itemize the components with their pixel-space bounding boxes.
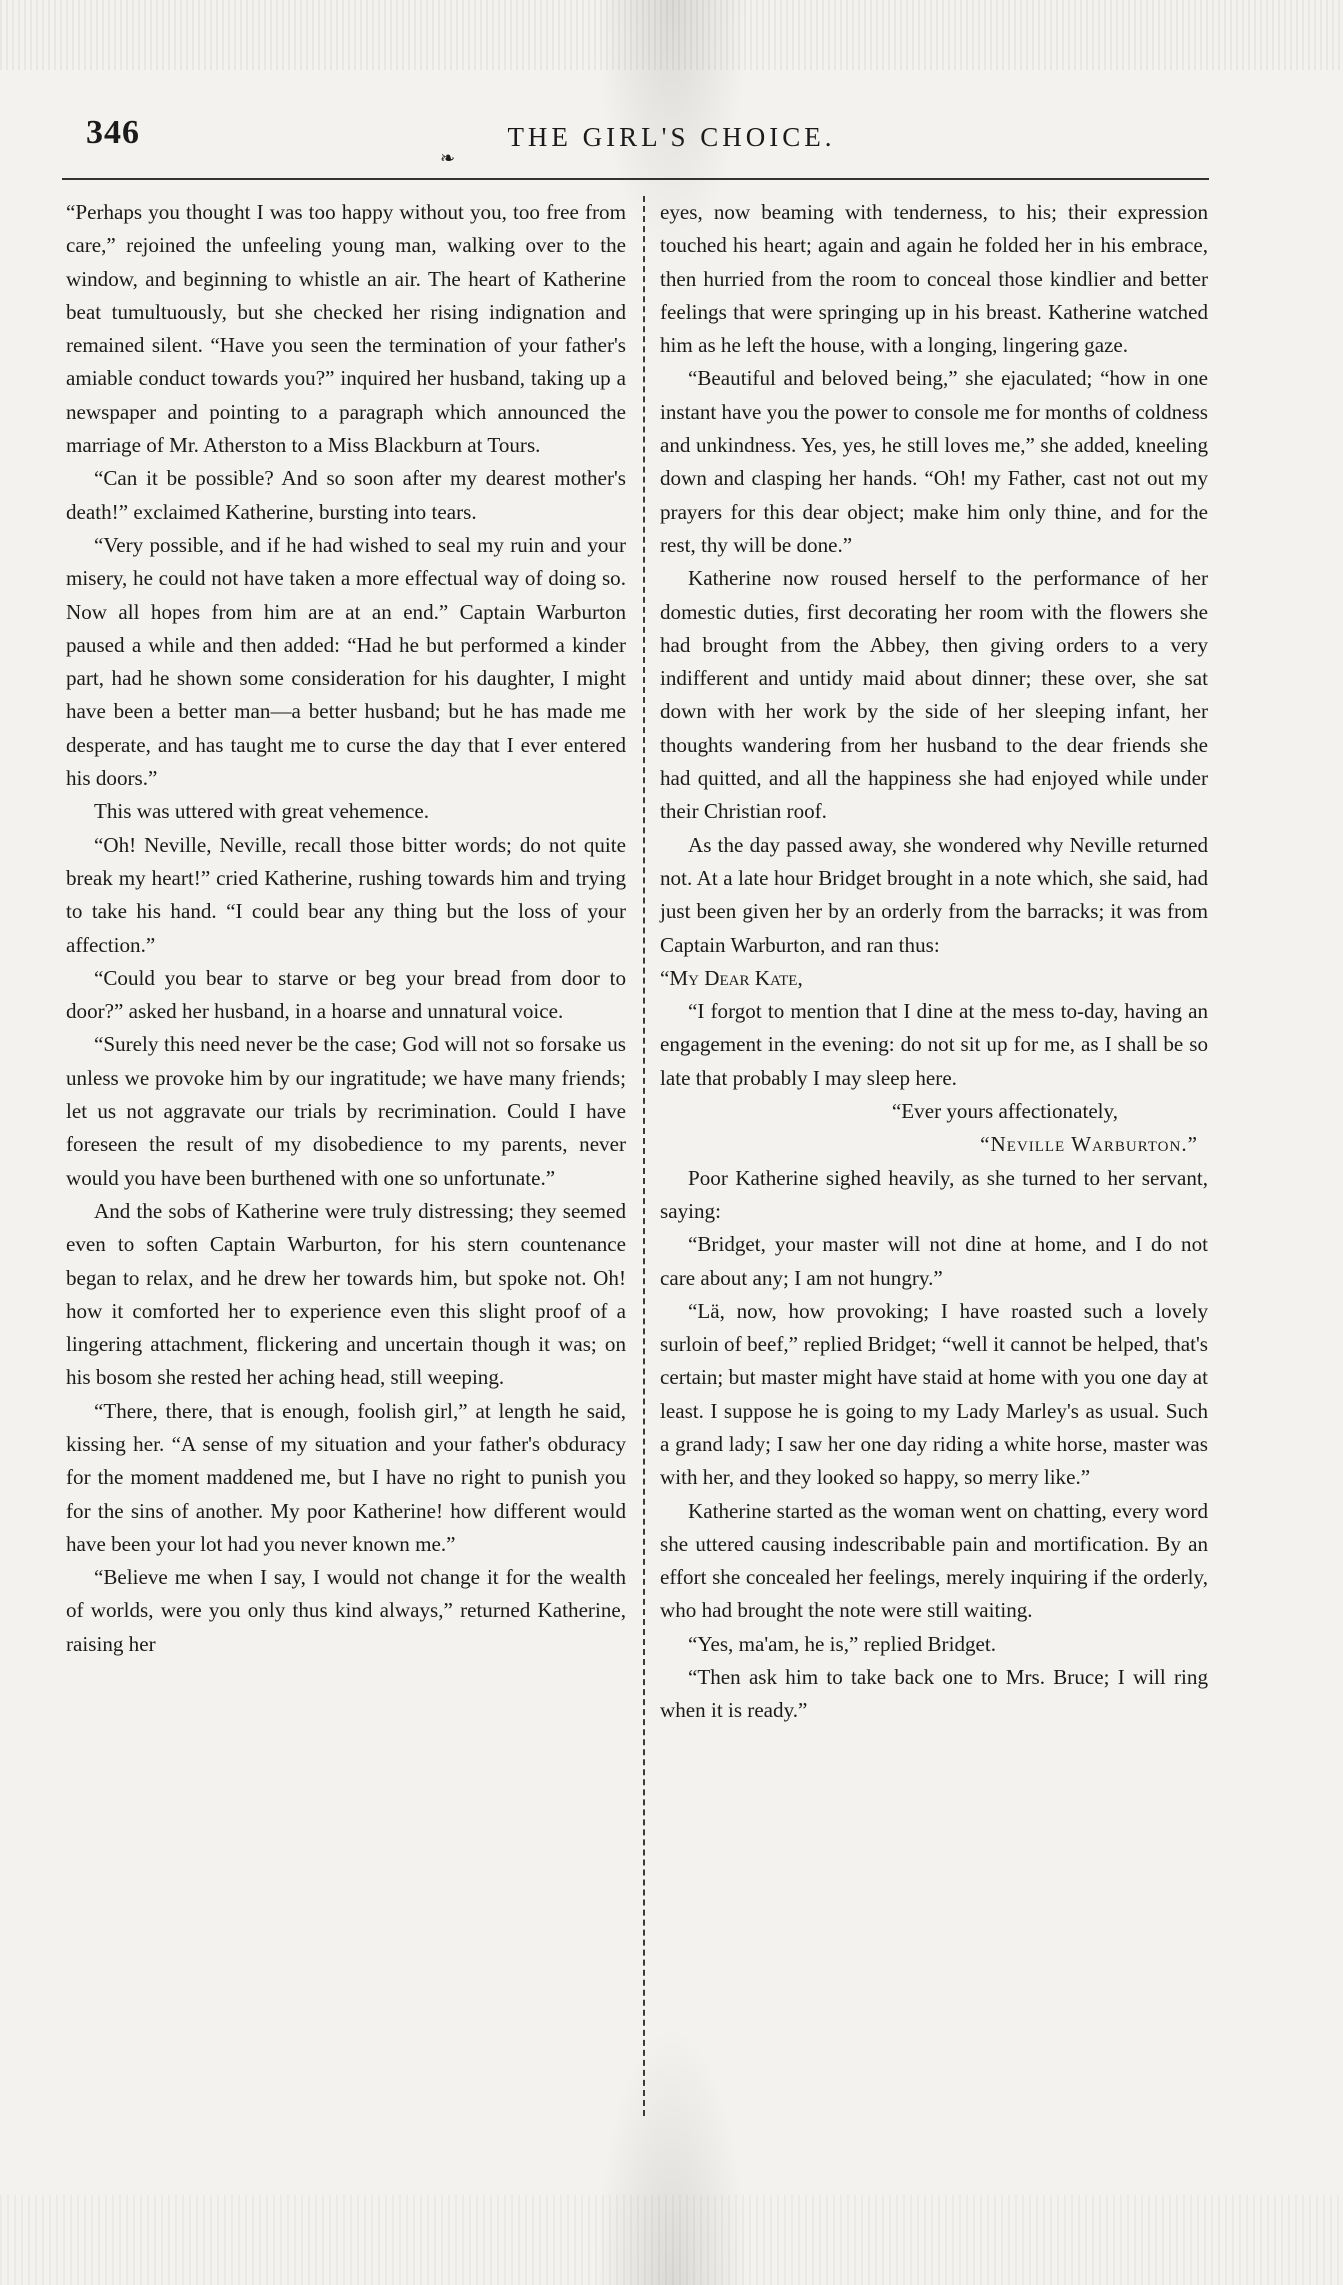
left-column (66, 196, 626, 1661)
letter-closing: “Ever yours affectionately, (891, 1099, 1118, 1124)
paragraph: Katherine started as the woman went on chatting, every word she uttered causing indescribable pain and mortification. By an effort she concealed her feelings, merely inquiring if the orderly, who had brought the note were still waiting. (660, 1498, 1208, 1623)
paragraph: “Surely this need never be the case; God will not so forsake us unless we provoke him by our ingratitude; we have many friends; let us not aggravate our trials by recrimination. Could I have foreseen the result of my disobedience to my parents, never would you have been burthened with one so unfortunate.” (66, 1032, 626, 1190)
page-number: 346 (86, 114, 140, 151)
paragraph: “Believe me when I say, I would not change it for the wealth of worlds, were you only thus kind always,” returned Katherine, raising her (66, 1565, 626, 1656)
paragraph: “Yes, ma'am, he is,” replied Bridget. (688, 1631, 997, 1656)
paragraph: “Can it be possible? And so soon after my dearest mother's death!” exclaimed Katherine, bursting into tears. (66, 466, 626, 524)
paragraph: “Then ask him to take back one to Mrs. Bruce; I will ring when it is ready.” (660, 1665, 1208, 1723)
paragraph: And the sobs of Katherine were truly distressing; they seemed even to soften Captain Warburton, for his stern countenance began to relax, and he drew her towards him, but spoke not. Oh! how it comforted her to experience even this slight proof of a lingering attachment, flickering and uncertain though it was; on his bosom she rested her aching head, still weeping. (66, 1198, 626, 1390)
paragraph: “Bridget, your master will not dine at home, and I do not care about any; I am not hungry.” (660, 1232, 1208, 1290)
scan-noise-bottom (0, 2195, 1343, 2285)
paragraph: “Perhaps you thought I was too happy without you, too free from care,” rejoined the unfeeling young man, walking over to the window, and beginning to whistle an air. The heart of Katherine beat tumultuously, but she checked her rising indignation and remained silent. “Have you seen the termination of your father's amiable conduct towards you?” inquired her husband, taking up a newspaper and pointing to a paragraph which announced the marriage of Mr. Atherston to a Miss Blackburn at Tours. (66, 200, 626, 458)
paragraph: “Beautiful and beloved being,” she ejaculated; “how in one instant have you the power to console me for months of coldness and unkindness. Yes, yes, he still loves me,” she added, kneeling down and clasping her hands. “Oh! my Father, cast not out my prayers for this dear object; make him only thine, and for the rest, thy will be done.” (660, 366, 1208, 557)
letter-body: “I forgot to mention that I dine at the mess to-day, having an engagement in the evening: do not sit up for me, as I shall be so late that probably I may sleep here. (660, 999, 1208, 1090)
paragraph: “Very possible, and if he had wished to seal my ruin and your misery, he could not have taken a more effectual way of doing so. Now all hopes from him are at an end.” Captain Warburton paused a while and then added: “Had he but performed a kinder part, had he shown some consideration for his daughter, I might have been a better man—a better husband; but he has made me desperate, and has taught me to curse the day that I ever entered his doors.” (66, 532, 626, 791)
paragraph: As the day passed away, she wondered why Neville returned not. At a late hour Bridget brought in a note which, she said, had just been given her by an orderly from the barracks; it was from Captain Warburton, and ran thus: (660, 832, 1208, 957)
column-divider (643, 196, 645, 2116)
running-head: THE GIRL'S CHOICE. (507, 122, 836, 152)
paragraph: Poor Katherine sighed heavily, as she turned to her servant, saying: (660, 1165, 1208, 1223)
paragraph: “Lä, now, how provoking; I have roasted such a lovely surloin of beef,” replied Bridget; “well it cannot be helped, that's certain; but master might have staid at home with you one day at least. I suppose he is going to my Lady Marley's as usual. Such a grand lady; I saw her one day riding a white horse, master was with her, and they looked so happy, so merry like.” (660, 1298, 1208, 1490)
paragraph: “Oh! Neville, Neville, recall those bitter words; do not quite break my heart!” cried Katherine, rushing towards him and trying to take his hand. “I could bear any thing but the loss of your affection.” (66, 832, 626, 957)
header-rule (62, 178, 1209, 180)
letter-salutation: “My Dear Kate, (660, 965, 803, 990)
right-column (660, 196, 1208, 1728)
paragraph: eyes, now beaming with tenderness, to his; their expression touched his heart; again and again he folded her in his embrace, then hurried from the room to conceal those kindlier and better feelings that were springing up in his breast. Katherine watched him as he left the house, with a longing, lingering gaze. (660, 200, 1208, 358)
ornament-icon: ❧ (440, 148, 456, 168)
paragraph: “There, there, that is enough, foolish girl,” at length he said, kissing her. “A sense of my situation and your father's obduracy for the moment maddened me, but I have no right to punish you for the sins of another. My poor Katherine! how different would have been your lot had you never known me.” (66, 1398, 626, 1556)
paragraph: Katherine now roused herself to the performance of her domestic duties, first decorating her room with the flowers she had brought from the Abbey, then giving orders to a very indifferent and untidy maid about dinner; these over, she sat down with her work by the side of her sleeping infant, her thoughts wandering from her husband to the dear friends she had quitted, and all the happiness she had enjoyed while under their Christian roof. (660, 566, 1208, 824)
paragraph: This was uttered with great vehemence. (94, 799, 430, 824)
scan-noise-top (0, 0, 1343, 70)
letter-signature: “Neville Warburton.” (980, 1132, 1198, 1157)
paragraph: “Could you bear to starve or beg your bread from door to door?” asked her husband, in a hoarse and unnatural voice. (66, 965, 626, 1024)
